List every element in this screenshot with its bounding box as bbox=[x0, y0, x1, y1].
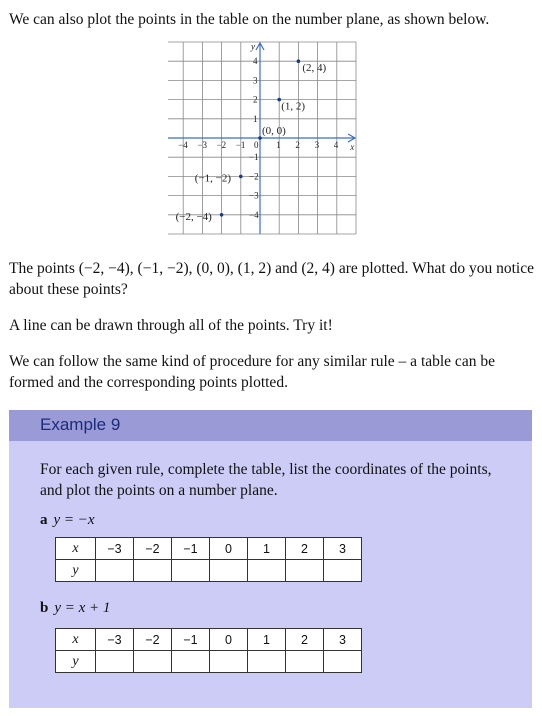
table-row bbox=[56, 651, 362, 673]
table-row bbox=[56, 538, 362, 560]
y-value-cell[interactable] bbox=[96, 560, 134, 582]
y-value-cell[interactable] bbox=[134, 560, 172, 582]
x-value-cell: −1 bbox=[172, 538, 210, 560]
y-tick-label: 4 bbox=[253, 56, 258, 67]
example-box bbox=[9, 410, 532, 708]
y-tick-label: 1 bbox=[253, 113, 258, 124]
y-value-cell[interactable] bbox=[172, 651, 210, 673]
y-value-cell[interactable] bbox=[286, 651, 324, 673]
x-value-cell: 1 bbox=[248, 629, 286, 651]
example-title: Example 9 bbox=[40, 415, 121, 434]
x-value-cell: −2 bbox=[134, 629, 172, 651]
y-value-cell[interactable] bbox=[248, 651, 286, 673]
y-value-cell[interactable] bbox=[96, 651, 134, 673]
example-header bbox=[9, 410, 532, 441]
y-value-cell[interactable] bbox=[134, 651, 172, 673]
y-tick-label: −2 bbox=[249, 171, 259, 182]
part-a-rule bbox=[40, 512, 95, 529]
y-value-cell[interactable] bbox=[172, 560, 210, 582]
x-value-cell: −2 bbox=[134, 538, 172, 560]
point-label: (−1, −2) bbox=[194, 172, 232, 185]
table-row bbox=[56, 560, 362, 582]
x-value-cell: 3 bbox=[324, 538, 362, 560]
number-plane-graph bbox=[168, 40, 364, 240]
x-tick-label: −2 bbox=[216, 140, 227, 150]
procedure-paragraph: We can follow the same kind of procedure for any similar rule – a table can be formed and the corresponding points plotted. bbox=[9, 353, 495, 391]
x-tick-label: 2 bbox=[295, 140, 300, 150]
point-label: (1, 2) bbox=[281, 100, 306, 113]
x-value-cell: 0 bbox=[210, 629, 248, 651]
x-value-cell: −3 bbox=[96, 629, 134, 651]
table-header-y: y bbox=[56, 560, 96, 582]
y-tick-label: 3 bbox=[253, 75, 258, 86]
y-value-cell[interactable] bbox=[324, 651, 362, 673]
part-a-equation: y = −x bbox=[53, 512, 95, 528]
y-axis-label: y bbox=[251, 41, 255, 52]
y-tick-label: 2 bbox=[253, 94, 258, 105]
data-point bbox=[297, 59, 301, 63]
points-plotted-paragraph: The points (−2, −4), (−1, −2), (0, 0), (1, 2) and (2, 4) are plotted. What do you notice about these points? bbox=[9, 260, 534, 298]
data-point bbox=[220, 213, 224, 217]
x-tick-label: 0 bbox=[254, 140, 259, 150]
part-b-table bbox=[55, 628, 362, 673]
x-tick-label: −3 bbox=[197, 140, 207, 150]
table-header-x: x bbox=[56, 538, 96, 560]
part-b-equation: y = x + 1 bbox=[54, 600, 111, 616]
x-tick-label: −1 bbox=[235, 140, 246, 150]
table-header-x: x bbox=[56, 629, 96, 651]
data-point bbox=[239, 175, 243, 179]
point-label: (0, 0) bbox=[262, 125, 286, 137]
y-tick-label: −4 bbox=[249, 209, 259, 220]
x-tick-label: 3 bbox=[314, 140, 320, 150]
y-value-cell[interactable] bbox=[248, 560, 286, 582]
y-tick-label: −1 bbox=[249, 152, 259, 163]
y-value-cell[interactable] bbox=[210, 560, 248, 582]
point-label: (2, 4) bbox=[302, 62, 327, 75]
x-value-cell: 2 bbox=[286, 629, 324, 651]
point-label: (−2, −4) bbox=[175, 210, 212, 223]
x-value-cell: 1 bbox=[248, 538, 286, 560]
x-tick-label: −4 bbox=[178, 140, 188, 150]
y-value-cell[interactable] bbox=[210, 651, 248, 673]
part-a-letter: a bbox=[40, 512, 48, 528]
number-plane-svg bbox=[168, 40, 364, 240]
x-tick-label: 4 bbox=[333, 140, 339, 150]
y-value-cell[interactable] bbox=[286, 560, 324, 582]
example-intro: For each given rule, complete the table, list the coordinates of the points, and plot the points on a number plane. bbox=[40, 461, 492, 499]
x-value-cell: −1 bbox=[172, 629, 210, 651]
x-value-cell: −3 bbox=[96, 538, 134, 560]
x-tick-label: 1 bbox=[276, 140, 281, 150]
x-value-cell: 3 bbox=[324, 629, 362, 651]
y-tick-label: −3 bbox=[249, 190, 259, 201]
intro-text: We can also plot the points in the table on the number plane, as shown below. bbox=[9, 11, 490, 28]
x-value-cell: 2 bbox=[286, 538, 324, 560]
table-header-y: y bbox=[56, 651, 96, 673]
x-axis-label: x bbox=[350, 142, 355, 152]
x-value-cell: 0 bbox=[210, 538, 248, 560]
table-row bbox=[56, 629, 362, 651]
y-value-cell[interactable] bbox=[324, 560, 362, 582]
part-b-letter: b bbox=[40, 600, 49, 616]
part-a-table bbox=[55, 537, 362, 582]
line-paragraph: A line can be drawn through all of the points. Try it! bbox=[9, 317, 333, 334]
part-b-rule bbox=[40, 600, 110, 617]
